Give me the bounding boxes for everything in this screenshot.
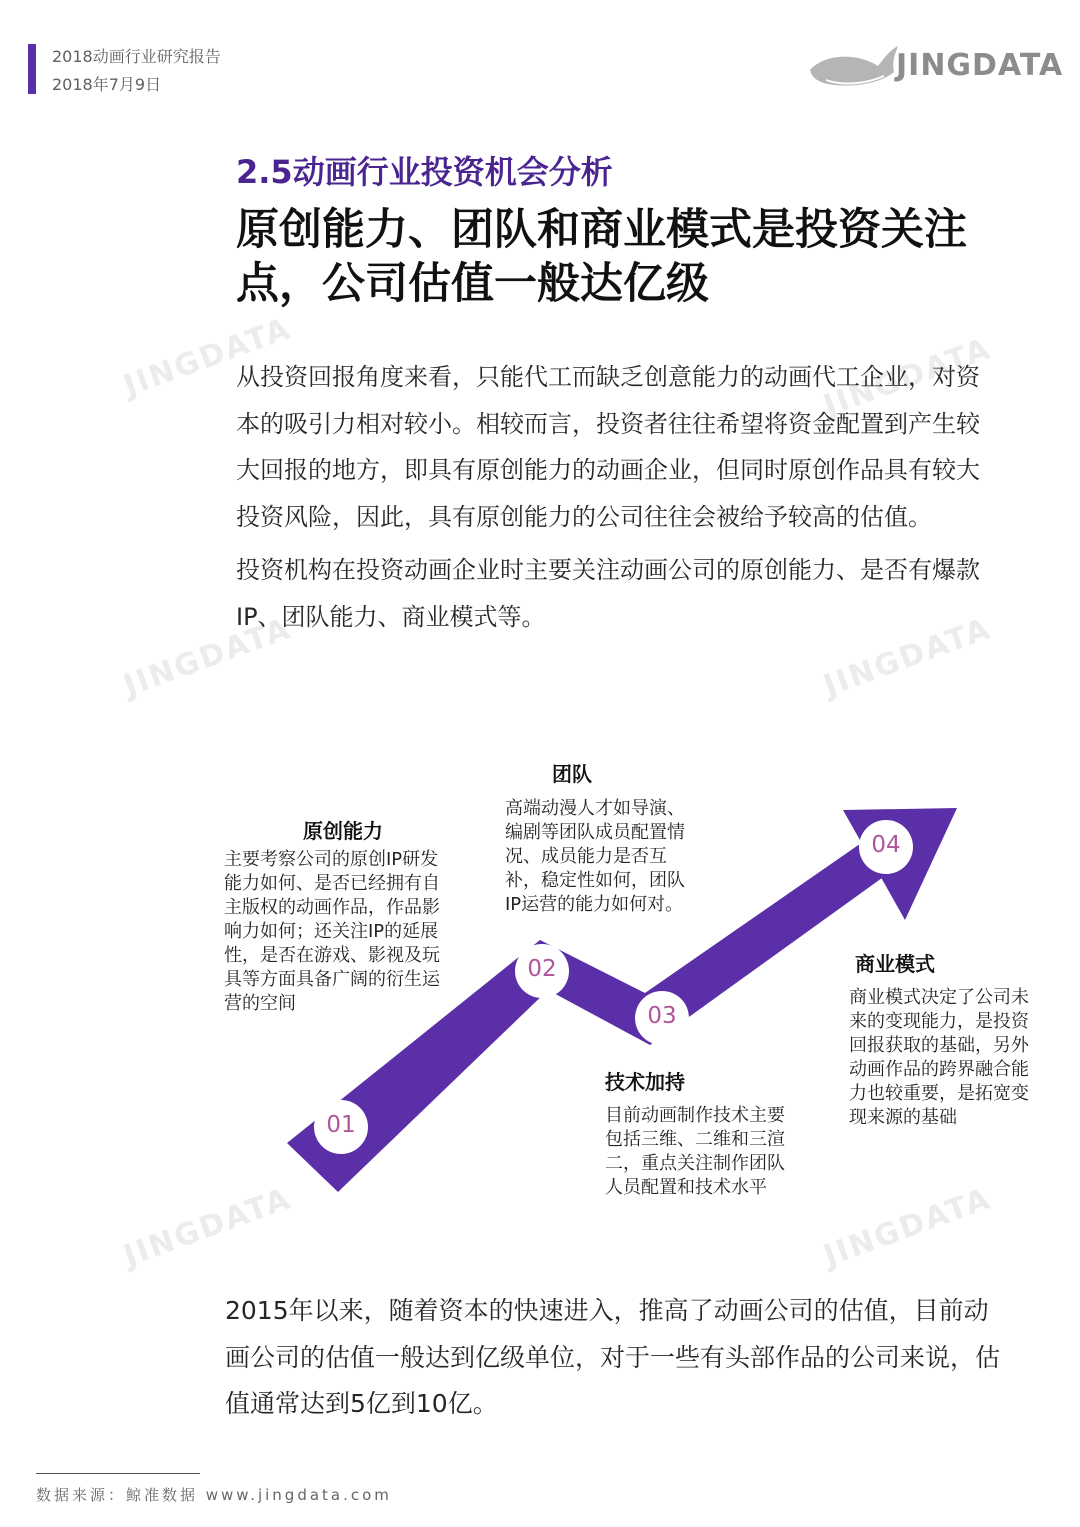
description-line: 营的空间 xyxy=(224,993,296,1014)
paragraph-line: 画公司的估值一般达到亿级单位，对于一些有头部作品的公司来说，估 xyxy=(225,1342,1001,1372)
description-line: 高端动漫人才如导演、 xyxy=(505,798,685,819)
paragraph-line: 投资机构在投资动画企业时主要关注动画公司的原创能力、是否有爆款 xyxy=(236,556,980,584)
description-line: 况、成员能力是否互 xyxy=(505,846,667,867)
description-line: 具等方面具备广阔的衍生运 xyxy=(224,969,440,990)
step-description-team xyxy=(505,797,720,917)
description-line: IP运营的能力如何对。 xyxy=(505,894,684,915)
watermark: JINGDATA xyxy=(819,1181,996,1274)
step-title-technology: 技术加持 xyxy=(605,1070,685,1094)
watermark: JINGDATA xyxy=(119,1181,296,1274)
data-source: 数据来源：鲸准数据 www.jingdata.com xyxy=(36,1486,392,1504)
step-number-04: 04 xyxy=(871,832,901,858)
step-title-team: 团队 xyxy=(552,762,592,786)
step-title-business-model: 商业模式 xyxy=(855,952,935,976)
description-line: 包括三维、二维和三渲 xyxy=(605,1129,785,1150)
description-line: 性，是否在游戏、影视及玩 xyxy=(224,945,440,966)
watermark: JINGDATA xyxy=(819,331,996,424)
description-line: 人员配置和技术水平 xyxy=(605,1177,767,1198)
main-title-line: 点，公司估值一般达亿级 xyxy=(236,259,709,309)
description-line: 力也较重要，是拓宽变 xyxy=(849,1083,1029,1104)
watermark: JINGDATA xyxy=(119,311,296,404)
description-line: 回报获取的基础，另外 xyxy=(849,1035,1029,1056)
footer-divider xyxy=(36,1473,200,1474)
description-line: 二，重点关注制作团队 xyxy=(605,1153,785,1174)
paragraph-valuation xyxy=(225,1288,1045,1428)
description-line: 动画作品的跨界融合能 xyxy=(849,1059,1029,1080)
watermark: JINGDATA xyxy=(119,611,296,704)
paragraph-line: 值通常达到5亿到10亿。 xyxy=(225,1389,498,1418)
description-line: 能力如何、是否已经拥有自 xyxy=(224,873,440,894)
header-accent-bar xyxy=(28,44,36,94)
step-number-03: 03 xyxy=(647,1003,677,1029)
step-number-02: 02 xyxy=(527,956,557,982)
logo-text: JINGDATA xyxy=(896,48,1064,83)
description-line: 目前动画制作技术主要 xyxy=(605,1105,785,1126)
paragraph-line: 大回报的地方，即具有原创能力的动画企业，但同时原创作品具有较大 xyxy=(236,456,980,484)
main-title-line: 原创能力、团队和商业模式是投资关注 xyxy=(236,205,967,255)
paragraph-line: IP、团队能力、商业模式等。 xyxy=(236,602,546,631)
description-line: 主要考察公司的原创IP研发 xyxy=(224,849,439,870)
description-line: 来的变现能力，是投资 xyxy=(849,1011,1029,1032)
section-title: 2.5动画行业投资机会分析 xyxy=(236,153,613,191)
report-date: 2018年7月9日 xyxy=(52,75,162,94)
description-line: 响力如何；还关注IP的延展 xyxy=(224,921,439,942)
watermark: JINGDATA xyxy=(819,611,996,704)
step-description-business-model xyxy=(849,986,1064,1130)
paragraph-investor-focus xyxy=(236,547,1054,640)
paragraph-line: 从投资回报角度来看，只能代工而缺乏创意能力的动画代工企业，对资 xyxy=(236,363,980,391)
paragraph-line: 2015年以来，随着资本的快速进入，推高了动画公司的估值，目前动 xyxy=(225,1296,989,1325)
paragraph-line: 本的吸引力相对较小。相较而言，投资者往往希望将资金配置到产生较 xyxy=(236,409,980,438)
report-title: 2018动画行业研究报告 xyxy=(52,47,221,66)
step-description-original-ability xyxy=(224,848,474,1016)
step-number-01: 01 xyxy=(326,1112,356,1138)
main-title xyxy=(236,203,1036,311)
description-line: 编剧等团队成员配置情 xyxy=(505,822,685,843)
step-title-original-ability: 原创能力 xyxy=(303,819,383,843)
description-line: 主版权的动画作品，作品影 xyxy=(224,897,440,918)
description-line: 商业模式决定了公司未 xyxy=(849,987,1029,1008)
paragraph-line: 投资风险，因此，具有原创能力的公司往往会被给予较高的估值。 xyxy=(236,502,932,531)
paragraph-investment-return xyxy=(236,354,1054,540)
investment-focus-diagram xyxy=(0,730,1080,1250)
description-line: 现来源的基础 xyxy=(849,1107,957,1128)
step-description-technology xyxy=(605,1104,825,1200)
description-line: 补，稳定性如何，团队 xyxy=(505,870,685,891)
